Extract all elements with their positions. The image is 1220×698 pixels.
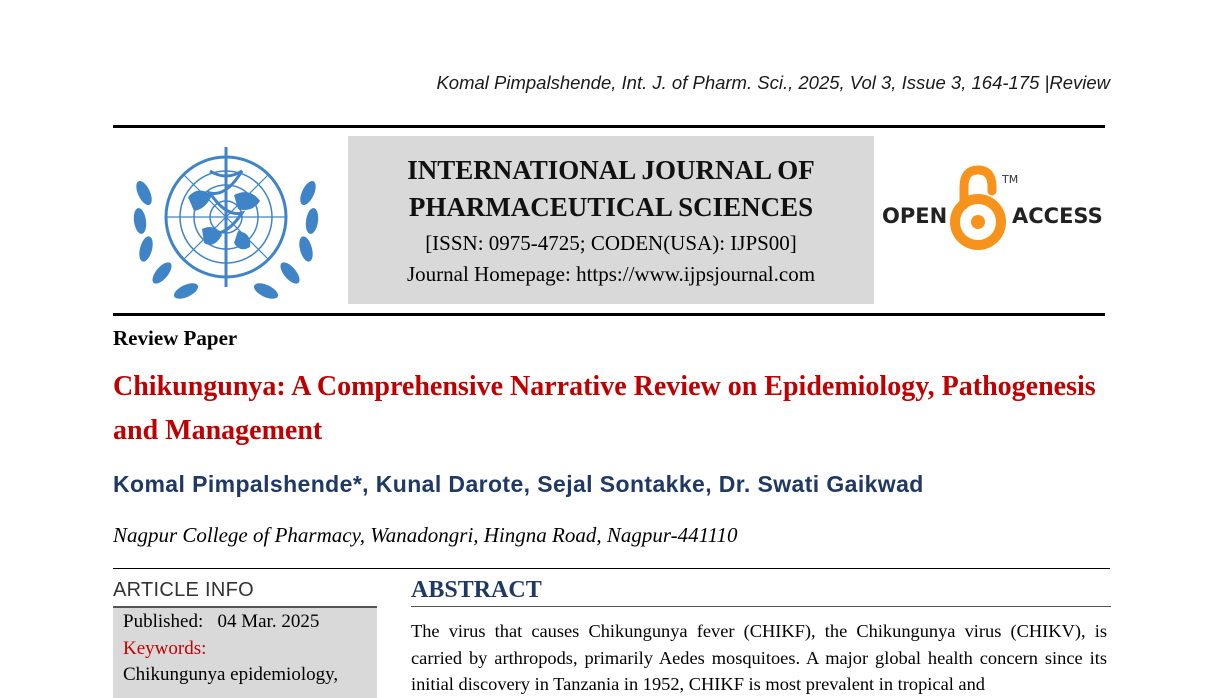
journal-name-line-1: INTERNATIONAL JOURNAL OF [407, 155, 815, 185]
journal-name [348, 152, 874, 226]
keyword-item: Chikungunya epidemiology, [123, 664, 339, 685]
published-date: Published: 04 Mar. 2025 [123, 611, 320, 632]
abstract-body: The virus that causes Chikungunya fever (CHIKF), the Chikungunya virus (CHIKV), is carried by arthropods, primarily Aedes mosquitoes. A major global health concern since its initial discovery in Tanzania in 1952, CHIKF is most prevalent in tropical and [411, 621, 1107, 694]
trademark-symbol: TM [1002, 173, 1019, 186]
open-access-logo [878, 165, 1108, 255]
masthead-top-rule [113, 125, 1105, 128]
abstract-heading: ABSTRACT [411, 577, 542, 603]
journal-name-line-2: PHARMACEUTICAL SCIENCES [408, 192, 814, 222]
paper-title: Chikungunya: A Comprehensive Narrative Review on Epidemiology, Pathogenesis and Management [113, 371, 1096, 446]
section-divider [113, 568, 1110, 569]
issn-line: [ISSN: 0975-4725; CODEN(USA): IJPS00] [425, 231, 797, 255]
article-info-heading: ARTICLE INFO [113, 579, 255, 601]
padlock-keyhole-icon [971, 215, 985, 229]
homepage-line: Journal Homepage: https://www.ijpsjournal.com [406, 262, 816, 286]
open-access-access-word: ACCESS [1012, 204, 1103, 228]
author-list: Komal Pimpalshende*, Kunal Darote, Sejal Sontakke, Dr. Swati Gaikwad [113, 471, 924, 497]
paper-type: Review Paper [113, 326, 238, 350]
keywords-label: Keywords: [123, 638, 207, 659]
abstract-rule [411, 606, 1111, 607]
journal-emblem-logo [126, 137, 326, 307]
masthead-bottom-rule [113, 313, 1105, 316]
journal-masthead [348, 136, 874, 304]
open-access-open-word: OPEN [882, 204, 948, 228]
running-header: Komal Pimpalshende, Int. J. of Pharm. Sci., 2025, Vol 3, Issue 3, 164-175 |Review [436, 72, 1110, 93]
affiliation: Nagpur College of Pharmacy, Wanadongri, Hingna Road, Nagpur-441110 [113, 523, 738, 547]
